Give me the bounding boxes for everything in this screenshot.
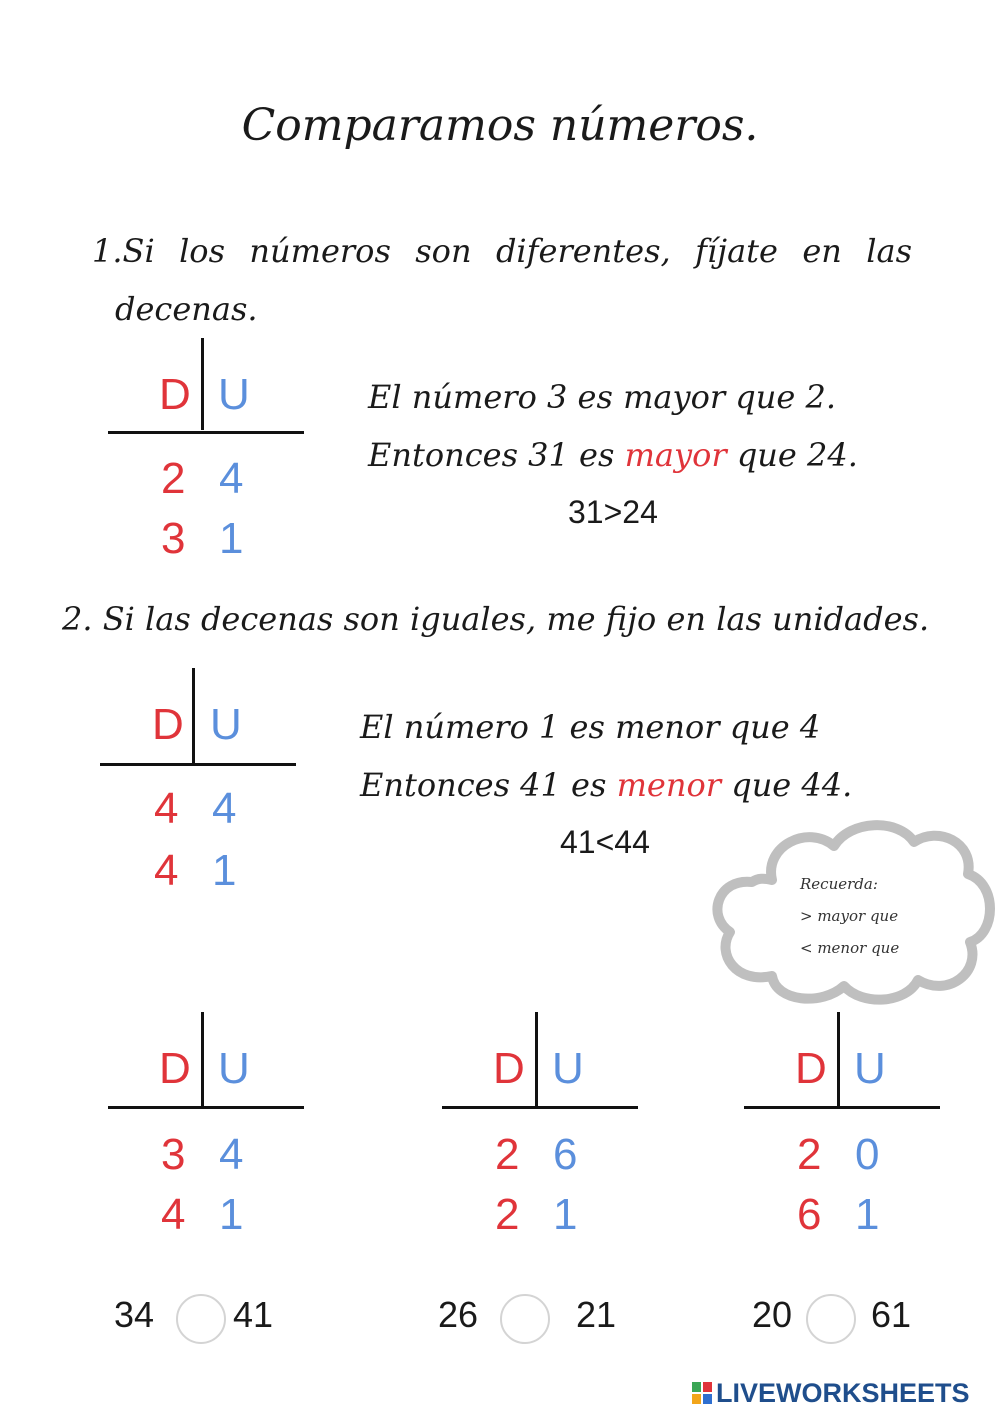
exercise-3-left-number: 20 <box>752 1294 793 1335</box>
tens-header: D <box>795 1044 827 1093</box>
tens-digit: 6 <box>797 1190 822 1239</box>
du-table-exercise-1 <box>108 1012 304 1242</box>
tens-header: D <box>493 1044 525 1093</box>
units-digit: 4 <box>212 784 237 833</box>
tens-header: D <box>159 370 191 419</box>
du-table-example-2 <box>100 668 296 898</box>
header-underline <box>108 1106 304 1109</box>
tens-units-divider <box>201 1012 204 1106</box>
units-digit: 6 <box>553 1130 578 1179</box>
units-header: U <box>854 1044 886 1093</box>
units-header: U <box>552 1044 584 1093</box>
rule-1-text-continued: decenas. <box>115 290 258 328</box>
highlight-word: menor <box>616 766 722 804</box>
exercise-2-right-number: 21 <box>576 1294 617 1335</box>
example-1-result: 31>24 <box>568 494 658 530</box>
conclusion-text: que 24. <box>726 436 858 474</box>
example-2-explanation: El número 1 es menor que 4 <box>360 708 821 746</box>
exercise-1-left-number: 34 <box>114 1294 155 1335</box>
example-2-conclusion <box>360 766 852 804</box>
du-table-example-1 <box>108 338 304 568</box>
reminder-less: < menor que <box>800 939 900 957</box>
tens-digit: 2 <box>495 1190 520 1239</box>
exercise-1-right-number: 41 <box>233 1294 274 1335</box>
units-digit: 1 <box>212 846 237 895</box>
tens-digit: 2 <box>797 1130 822 1179</box>
tens-digit: 4 <box>161 1190 186 1239</box>
units-digit: 1 <box>219 1190 244 1239</box>
tens-units-divider <box>535 1012 538 1106</box>
example-1-explanation: El número 3 es mayor que 2. <box>368 378 837 416</box>
units-digit: 1 <box>219 514 244 563</box>
tens-digit: 2 <box>495 1130 520 1179</box>
example-1-conclusion <box>368 436 858 474</box>
du-table-exercise-2 <box>442 1012 638 1242</box>
logo-icon <box>692 1382 712 1404</box>
example-2-result: 41<44 <box>560 824 650 860</box>
conclusion-text: que 44. <box>721 766 853 804</box>
units-digit: 4 <box>219 1130 244 1179</box>
tens-units-divider <box>201 338 204 430</box>
reminder-title: Recuerda: <box>800 875 878 893</box>
tens-units-divider <box>192 668 195 764</box>
rule-1-text: 1.Si los números son diferentes, fíjate en las <box>92 232 912 270</box>
tens-digit: 3 <box>161 514 186 563</box>
header-underline <box>108 431 304 434</box>
tens-header: D <box>159 1044 191 1093</box>
header-underline <box>744 1106 940 1109</box>
tens-digit: 3 <box>161 1130 186 1179</box>
exercise-2-left-number: 26 <box>438 1294 479 1335</box>
page-title: Comparamos números. <box>241 100 759 151</box>
exercise-3-answer-circle[interactable] <box>806 1294 856 1344</box>
highlight-word: mayor <box>624 436 727 474</box>
tens-digit: 4 <box>154 784 179 833</box>
du-table-exercise-3 <box>744 1012 940 1242</box>
tens-units-divider <box>837 1012 840 1106</box>
units-digit: 1 <box>553 1190 578 1239</box>
exercise-2-answer-circle[interactable] <box>500 1294 550 1344</box>
units-digit: 4 <box>219 454 244 503</box>
header-underline <box>100 763 296 766</box>
exercise-3-right-number: 61 <box>871 1294 912 1335</box>
units-header: U <box>218 1044 250 1093</box>
liveworksheets-logo <box>692 1378 992 1408</box>
units-header: U <box>210 700 242 749</box>
units-header: U <box>218 370 250 419</box>
conclusion-text: Entonces 41 es <box>360 766 617 804</box>
tens-digit: 4 <box>154 846 179 895</box>
reminder-greater: > mayor que <box>800 907 899 925</box>
units-digit: 1 <box>855 1190 880 1239</box>
header-underline <box>442 1106 638 1109</box>
logo-text: LIVEWORKSHEETS <box>716 1378 970 1408</box>
reminder-text <box>800 868 899 964</box>
tens-digit: 2 <box>161 454 186 503</box>
tens-header: D <box>152 700 184 749</box>
exercise-1-answer-circle[interactable] <box>176 1294 226 1344</box>
conclusion-text: Entonces 31 es <box>368 436 625 474</box>
units-digit: 0 <box>855 1130 880 1179</box>
rule-2-text: 2. Si las decenas son iguales, me fijo en las unidades. <box>62 600 930 638</box>
